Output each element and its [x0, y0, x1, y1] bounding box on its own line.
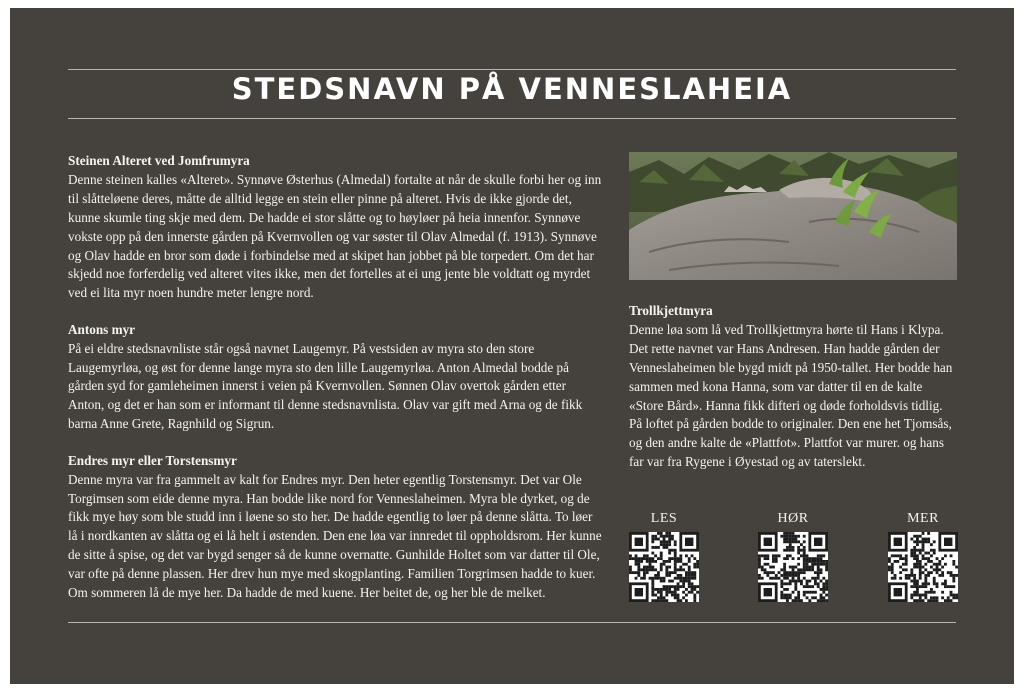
qr-label: LES — [650, 511, 678, 526]
section-alteret — [68, 152, 603, 303]
info-sign — [10, 8, 1014, 684]
bottom-divider — [68, 622, 956, 623]
section-endres-myr — [68, 452, 603, 603]
rock-photo-image — [629, 152, 957, 280]
qr-hor[interactable] — [758, 510, 828, 602]
qr-label: HØR — [777, 511, 809, 526]
section-body: Denne myra var fra gammelt av kalt for Endres myr. Den heter egentlig Torstensmyr. Det var Ole Torgimsen som eide denne myra. Han bodde like nord for Venneslaheimen. Myra ble dyrket, og de fikk mye høy som ble studd inn i løene so sto her. De hadde egentlig to løer på denne slåtta. To løer lå i nordkanten av slåtta og ei lå helt i østenden. Den ene løa var innredet til oppholdsrom. Her kunne de sitte å spise, og det var bygd senger så de kunne overnatte. Gunhilde Holtet som var datter til Ole, var ofte på denne plassen. Her drev hun mye med skogplanting. Familien Torgrimsen hadde to kuer. Om sommeren lå de mye her. Da hadde de med kuene. Her beitet de, og her ble de melket. — [68, 471, 602, 601]
qr-code-icon[interactable] — [888, 532, 958, 602]
right-column — [629, 152, 957, 490]
title-divider — [68, 118, 956, 119]
section-body: På ei eldre stedsnavnliste står også navnet Laugemyr. På vestsiden av myra sto den store Laugemyrløa, og øst for denne lange myra sto den lille Laugemyrløa. Anton Almedal bodde på gården syd for gamleheimen innerst i veien på Kvernvollen. Sønnen Olav overtok gården etter Anton, og det er han som er informant til denne stedsnavnlista. Olav var gift med Arna og de fikk barna Anne Grete, Ragnhild og Sigrun. — [68, 340, 583, 432]
qr-code-row — [629, 510, 959, 606]
section-heading: Trollkjettmyra — [629, 303, 713, 318]
page-title: STEDSNAVN PÅ VENNESLAHEIA — [231, 72, 793, 106]
section-body: Denne løa som lå ved Trollkjettmyra hørte til Hans i Klypa. Det rette navnet var Hans Andresen. Han hadde gården der Venneslaheimen ble bygd midt på 1950-tallet. Her bodde han sammen med kona Hanna, som var datter til en de kalte «Store Bård». Hanna fikk difteri og døde forholdsvis tidlig. På loftet på gården bodde to originaler. Den ene het Tjomsås, og den andre kalte de «Plattfot». Plattfot var murer. og hans far var fra Rygene i Øyestad og av taterslekt. — [629, 321, 953, 470]
section-antons-myr — [68, 321, 603, 434]
rock-photo — [629, 152, 957, 280]
section-trollkjettmyra — [629, 302, 957, 472]
top-divider — [68, 69, 956, 70]
qr-label: MER — [907, 511, 939, 526]
qr-code-icon[interactable] — [629, 532, 699, 602]
qr-les[interactable] — [629, 510, 699, 602]
section-heading: Antons myr — [68, 321, 136, 337]
section-heading: Endres myr eller Torstensmyr — [68, 452, 237, 468]
qr-mer[interactable] — [888, 510, 958, 602]
left-column — [68, 152, 603, 620]
qr-code-icon[interactable] — [758, 532, 828, 602]
section-body: Denne steinen kalles «Alteret». Synnøve Østerhus (Almedal) fortalte at når de skulle forbi her og inn til slåtteløene deres, måtte de alltid legge en stein eller pinne på alteret. Hvis de ikke gjorde det, kunne skumle ting skje med dem. De hadde ei stor slåtte og to høyløer på heia innenfor. Synnøve vokste opp på den innerste gården på Kvernvollen og var søster til Olav Almedal (f. 1913). Synnøve og Olav hadde en bror som døde i forbindelse med at skipet han jobbet på ble torpedert. Om det har skjedd noe forferdelig ved alteret vites ikke, men det fortelles at ei ung jente ble voldtatt og myrdet ved ei lita myr noen hundre meter lengre nord. — [68, 171, 602, 301]
section-heading: Steinen Alteret ved Jomfrumyra — [68, 153, 250, 168]
